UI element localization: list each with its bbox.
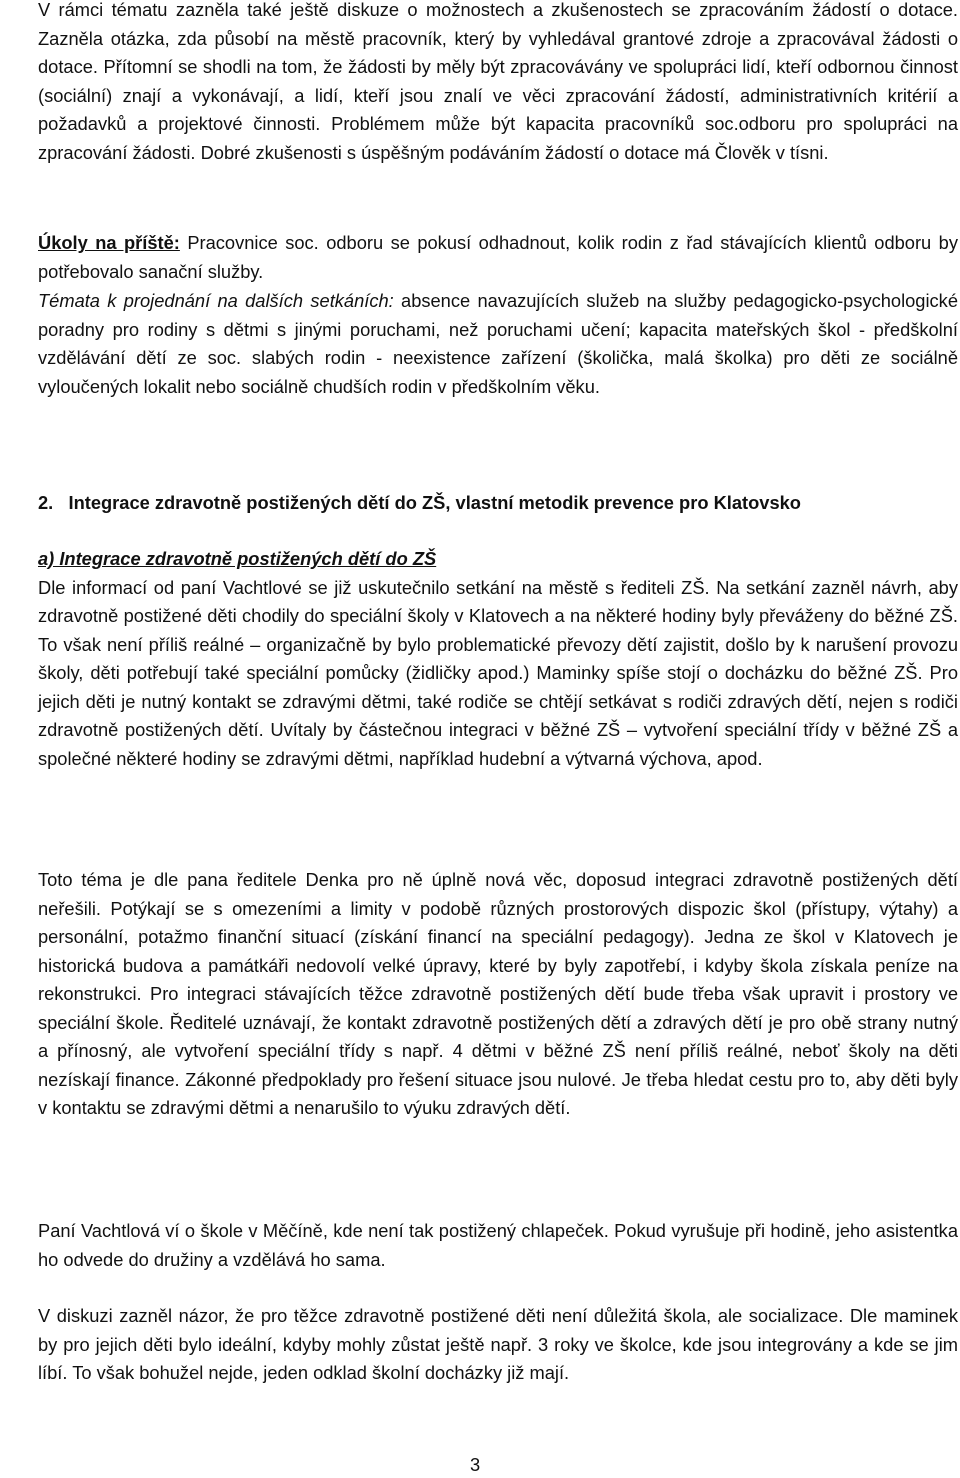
section-heading bbox=[38, 489, 958, 518]
subsection-a-text: Dle informací od paní Vachtlové se již uskutečnilo setkání na městě s řediteli ZŠ. Na setkání zazněl návrh, aby zdravotně postižené děti chodily do speciální školy v Klatovech a na některé hodiny byly převáženy do běžné ZŠ. To však není příliš reálné – organizačně by bylo problematické převozy dětí zajistit, došlo by k narušení provozu školy, děti potřebují také speciální pomůcky (židličky apod.) Maminky spíše stojí o docházku do běžné ZŠ. Pro jejich děti je nutný kontakt se zdravými dětmi, také rodiče se chtějí setkávat s rodiči zdravých dětí, nejen s rodiči zdravotně postižených dětí. Uvítaly by částečnou integraci v běžné ZŠ – vytvoření speciální třídy v běžné ZŠ a společné některé hodiny se zdravými dětmi, například hudební a výtvarná výchova, apod. bbox=[38, 576, 958, 769]
topics-text: absence navazujících služeb na služby pedagogicko-psychologické poradny pro rodiny s dětmi s jinými poruchami, než poruchami učení; kapacita mateřských škol - předškolní vzdělávání dětí ze soc. slabých rodin - neexistence zařízení (školička, malá školka) pro děti ze sociálně vyloučených lokalit nebo sociálně chudších rodin v předškolním věku. bbox=[38, 290, 958, 397]
paragraph-discussion: V diskuzi zazněl názor, že pro těžce zdravotně postižené děti není důležitá škola, ale socializace. Dle maminek by pro jejich děti bylo ideální, kdyby mohly zůstat ještě např. 3 roky ve školce, kde jsou integrovány a kde se jim líbí. To však bohužel nejde, jeden odklad školní docházky již mají. bbox=[38, 1305, 958, 1383]
section-number: 2. bbox=[38, 492, 54, 513]
tasks-text: Pracovnice soc. odboru se pokusí odhadnout, kolik rodin z řad stávajících klientů odboru by potřebovalo sanační služby. bbox=[38, 232, 958, 282]
section-title: Integrace zdravotně postižených dětí do ZŠ, vlastní metodik prevence pro Klatovsko bbox=[68, 492, 801, 513]
topics-label: Témata k projednání na dalších setkáních: bbox=[38, 290, 394, 311]
paragraph-vachtlova: Paní Vachtlová ví o škole v Měčíně, kde není tak postižený chlapeček. Pokud vyrušuje při hodině, jeho asistentka ho odvede do družiny a vzdělává ho sama. bbox=[38, 1220, 958, 1270]
tasks-label: Úkoly na příště: bbox=[38, 232, 180, 253]
subsection-a-title: a) Integrace zdravotně postižených dětí do ZŠ bbox=[38, 548, 437, 569]
topics-paragraph bbox=[38, 287, 958, 401]
subsection-a bbox=[38, 545, 958, 773]
page-number: 3 bbox=[470, 1454, 481, 1475]
intro-paragraph: V rámci tématu zazněla také ještě diskuze o možnostech a zkušenostech se zpracováním žádostí o dotace. Zazněla otázka, zda působí na městě pracovník, který by vyhledával grantové zdroje a zpracovával žádosti o dotace. Přítomní se shodli na tom, že žádosti by měly být zpracovávány ve spolupráci lidí, kteří odbornou činnost (sociální) znají a vykonávají, a lidí, kteří jsou znalí ve věci zpracování žádostí, administrativních kritérií a požadavků a projektové činnosti. Problémem může být kapacita pracovníků soc.odboru pro spolupráci na zpracování žádosti. Dobré zkušenosti s úspěšným podáváním žádostí o dotace má Člověk v tísni. bbox=[38, 0, 958, 163]
tasks-paragraph bbox=[38, 229, 958, 286]
paragraph-denek: Toto téma je dle pana ředitele Denka pro ně úplně nová věc, doposud integraci zdravotně postižených dětí neřešili. Potýkají se s omezeními a limity v podobě různých prostorových dispozic škol (přístupy, výtahy) a personální, potažmo finanční situací (získání financí na speciální pedagogy). Jedna ze škol v Klatovech je historická budova a památkáři nedovolí velké úpravy, které by byly zapotřebí, i kdyby škola získala peníze na rekonstrukci. Pro integraci stávajících těžce zdravotně postižených dětí bude třeba však upravit i prostory ve speciální škole. Ředitelé uznávají, že kontakt zdravotně postižených dětí a zdravých dětí je pro obě strany nutný a přínosný, ale vytvoření speciální třídy s např. 4 dětmi v běžné ZŠ není příliš reálné, neboť školy na děti nezískají finance. Zákonné předpoklady pro řešení situace jsou nulové. Je třeba hledat cestu pro to, aby děti byly v kontaktu se zdravými dětmi a nenarušilo to výuku zdravých dětí. bbox=[38, 869, 958, 1118]
